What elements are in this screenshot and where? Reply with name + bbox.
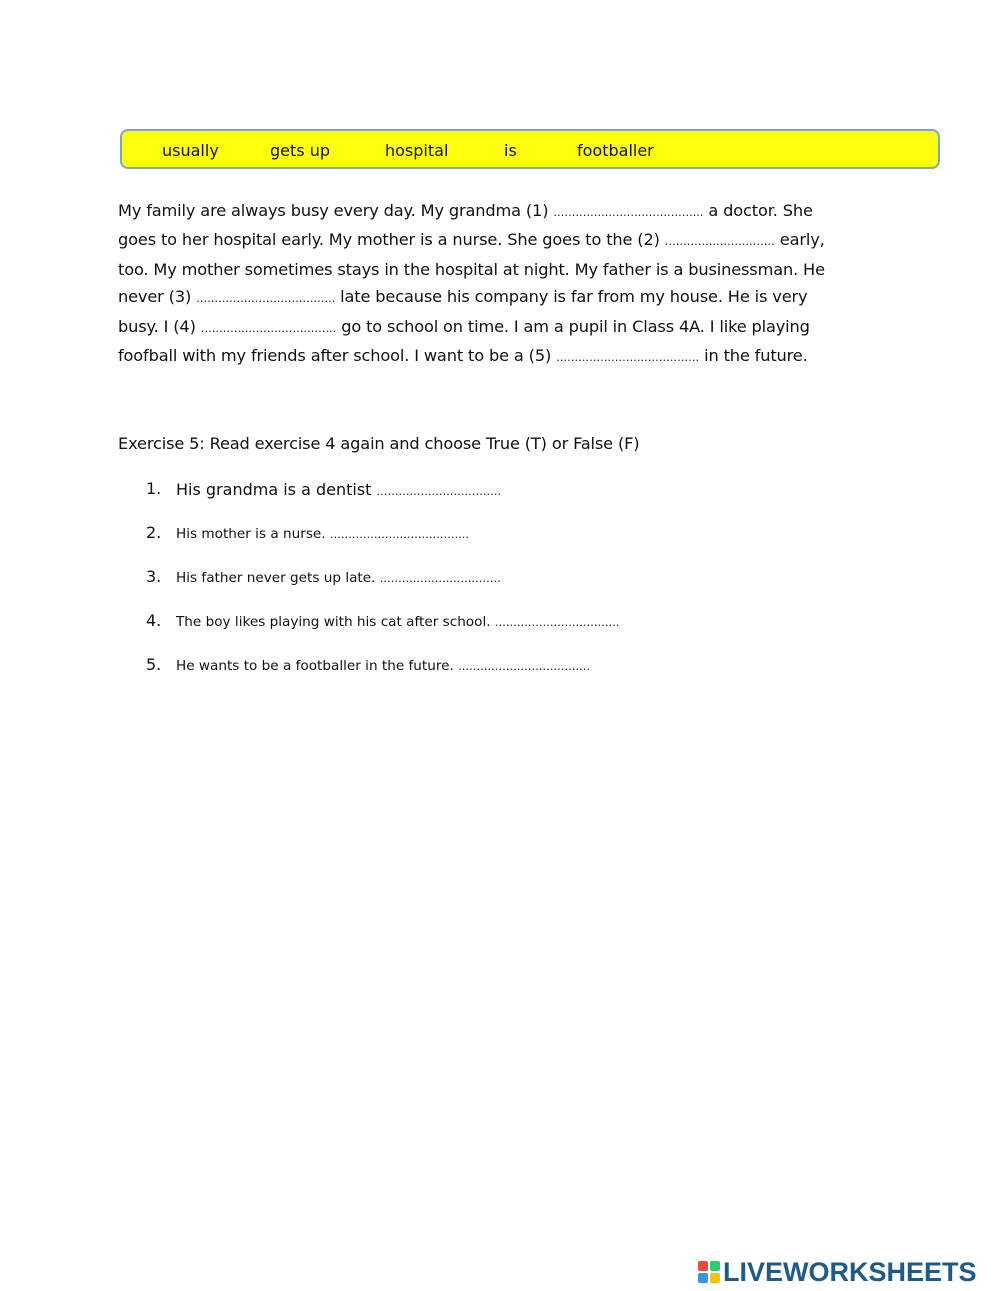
answer-field-2[interactable]: ……………………………….. [329,528,469,541]
logo-block [710,1261,720,1271]
question-statement: His mother is a nurse. [176,526,330,542]
question-text [176,478,501,504]
question-text [176,654,590,679]
logo-block [698,1261,708,1271]
word-bank-word: gets up [270,141,330,160]
question-statement: His grandma is a dentist [176,480,377,499]
question-text [176,522,469,547]
passage-line [118,226,898,255]
blank-5-answer-field[interactable]: ………………………………… [556,351,700,365]
blank-2-answer-field[interactable]: ………………………… [664,235,775,249]
passage-text: early, [774,230,825,250]
passage-text: a doctor. She [703,201,813,220]
question-number: 1. [146,479,162,498]
blank-3-answer-field[interactable]: ……………………………….. [196,292,336,306]
passage-text: busy. I (4) [118,316,201,336]
liveworksheets-logo [698,1258,977,1286]
passage-text: goes to her hospital early. My mother is a nurse. She goes to the (2) [118,230,665,250]
question-text [176,566,501,591]
question-statement: The boy likes playing with his cat after school. [176,614,495,630]
exercise-5-title: Exercise 5: Read exercise 4 again and choose True (T) or False (F) [118,434,640,453]
question-number: 5. [146,655,162,674]
answer-field-4[interactable]: ……………………………. [494,616,620,629]
word-bank-word: hospital [385,141,449,160]
question-number: 3. [146,567,162,586]
passage-text: My family are always busy every day. My grandma (1) [118,201,554,220]
passage-text: late because his company is far from my house. He is very [335,287,808,307]
passage-text: never (3) [118,287,197,307]
reading-passage [118,197,898,371]
question-number: 2. [146,523,162,542]
word-bank-word: is [504,141,517,160]
passage-line [118,313,898,342]
passage-line [118,342,898,371]
passage-line [118,197,898,226]
passage-text: foofball with my friends after school. I want to be a (5) [118,346,557,366]
logo-block [698,1273,708,1283]
question-statement: He wants to be a footballer in the future. [176,658,459,674]
answer-field-1[interactable]: ……………………………. [376,485,502,498]
blank-4-answer-field[interactable]: ………………………………. [200,321,337,335]
logo-blocks-icon [698,1261,720,1283]
passage-text: go to school on time. I am a pupil in Class 4A. I like playing [336,316,810,336]
question-number: 4. [146,611,162,630]
question-text [176,610,619,635]
word-bank-word: usually [162,141,219,160]
passage-line [118,283,898,312]
answer-field-5[interactable]: ……………………………… [458,660,591,673]
word-bank-word: footballer [577,141,654,160]
blank-1-answer-field[interactable]: ………………………………….. [553,206,704,219]
question-statement: His father never gets up late. [176,570,380,586]
word-bank-box [120,129,940,169]
logo-text: LIVEWORKSHEETS [723,1257,977,1287]
passage-text: in the future. [699,346,808,366]
logo-block [710,1273,720,1283]
passage-line: too. My mother sometimes stays in the hospital at night. My father is a businessman. He [118,259,825,279]
answer-field-3[interactable]: …………………………… [379,572,501,585]
